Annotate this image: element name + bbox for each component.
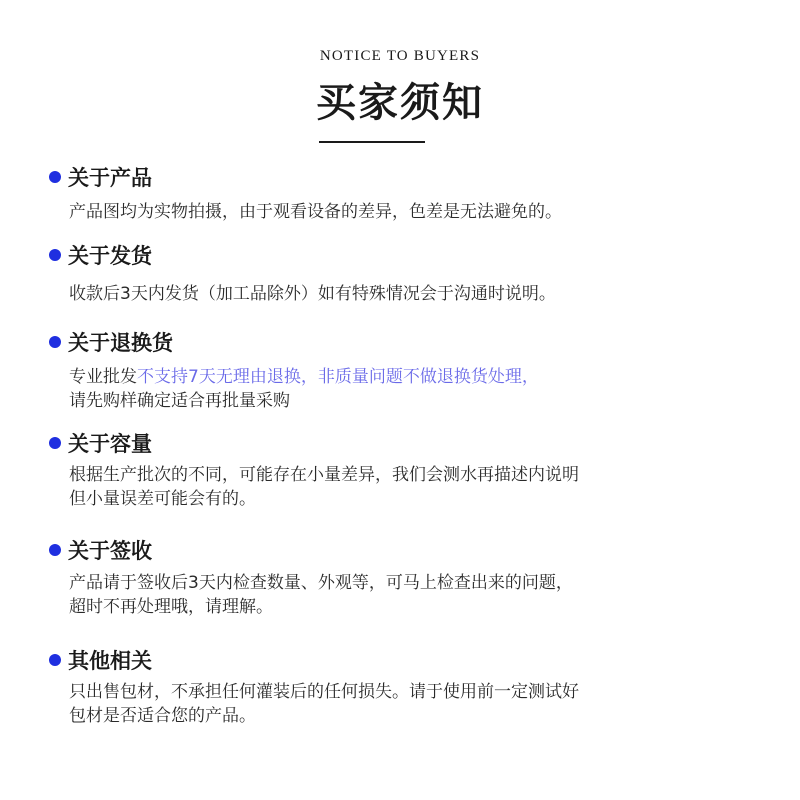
- section-line: 但小量误差可能会有的。: [69, 489, 256, 509]
- section-line: 产品图均为实物拍摄，由于观看设备的差异，色差是无法避免的。: [69, 202, 562, 222]
- section-title: 关于容量: [68, 432, 152, 456]
- section-body: [69, 365, 760, 413]
- section-body: [69, 571, 760, 619]
- section-receipt: [0, 535, 760, 619]
- section-title: 其他相关: [68, 649, 152, 673]
- section-body: [69, 680, 760, 728]
- section-line: 超时不再处理哦，请理解。: [69, 597, 273, 617]
- section-line-highlight: 不支持7天无理由退换，非质量问题不做退换货处理，: [137, 367, 539, 387]
- section-line: 根据生产批次的不同，可能存在小量差异，我们会测水再描述内说明: [69, 465, 579, 485]
- section-title: 关于签收: [68, 539, 152, 563]
- section-returns: [0, 327, 760, 413]
- section-body: [69, 282, 760, 306]
- bullet-dot-icon: [49, 654, 61, 666]
- section-line: 产品请于签收后3天内检查数量、外观等，可马上检查出来的问题，: [69, 573, 573, 593]
- section-other: [0, 645, 760, 728]
- section-body: [69, 200, 760, 224]
- bullet-dot-icon: [49, 437, 61, 449]
- page-title: 买家须知: [316, 79, 484, 126]
- bullet-dot-icon: [49, 171, 61, 183]
- bullet-dot-icon: [49, 249, 61, 261]
- bullet-dot-icon: [49, 544, 61, 556]
- section-title: 关于退换货: [68, 331, 173, 355]
- section-title: 关于发货: [68, 244, 152, 268]
- title-underline: [319, 141, 425, 143]
- section-title: 关于产品: [68, 166, 152, 190]
- section-line: 包材是否适合您的产品。: [69, 706, 256, 726]
- section-line: [69, 365, 760, 389]
- bullet-dot-icon: [49, 336, 61, 348]
- section-capacity: [0, 428, 760, 511]
- section-product: [0, 162, 760, 224]
- header-subtitle: NOTICE TO BUYERS: [319, 48, 481, 64]
- section-line-prefix: 专业批发: [69, 367, 137, 387]
- section-body: [69, 463, 760, 511]
- page-header: [0, 48, 800, 128]
- section-shipping: [0, 240, 760, 306]
- section-line: 只出售包材，不承担任何灌装后的任何损失。请于使用前一定测试好: [69, 682, 579, 702]
- section-line: 请先购样确定适合再批量采购: [69, 391, 290, 411]
- section-line: 收款后3天内发货（加工品除外）如有特殊情况会于沟通时说明。: [69, 284, 556, 304]
